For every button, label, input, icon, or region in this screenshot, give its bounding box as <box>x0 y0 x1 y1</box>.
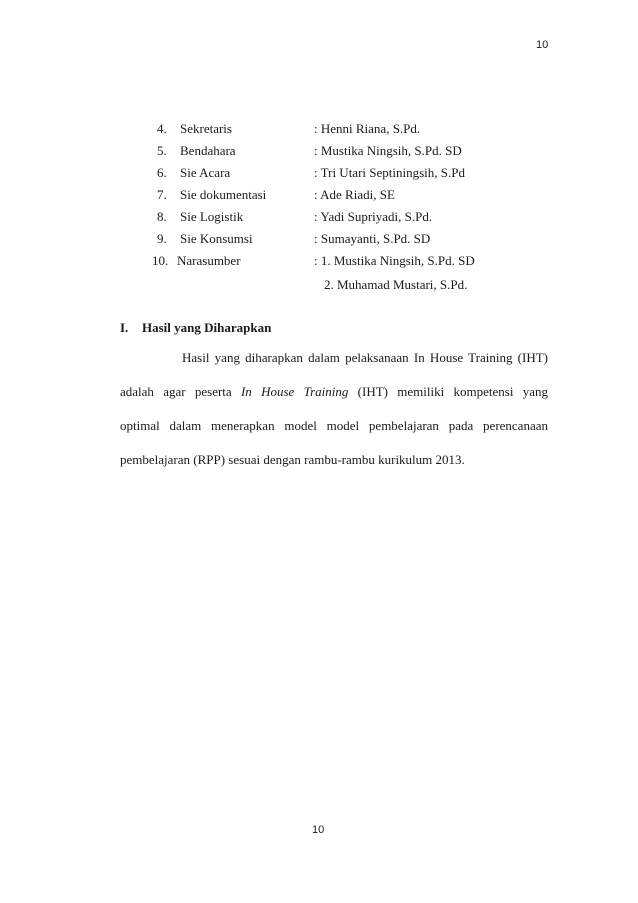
item-value: : Henni Riana, S.Pd. <box>314 121 421 136</box>
section-numeral: I. <box>120 320 129 335</box>
text-run: (IHT) memiliki kompetensi yang <box>348 384 548 399</box>
item-number: 7. <box>157 187 167 202</box>
item-value: : Sumayanti, S.Pd. SD <box>314 231 431 246</box>
item-role: Sie dokumentasi <box>180 187 267 202</box>
item-role: Bendahara <box>180 143 236 158</box>
page-number-top: 10 <box>536 39 549 51</box>
item-number: 4. <box>157 121 167 136</box>
paragraph-line <box>120 382 548 402</box>
paragraph-line: pembelajaran (RPP) sesuai dengan rambu-rambu kurikulum 2013. <box>120 452 465 467</box>
text-run: adalah agar peserta <box>120 384 241 399</box>
item-number: 6. <box>157 165 167 180</box>
item-role: Sie Logistik <box>180 209 244 224</box>
item-value: : Tri Utari Septiningsih, S.Pd <box>314 165 465 180</box>
item-role: Narasumber <box>177 253 241 268</box>
list-item <box>0 118 638 140</box>
item-number: 10. <box>152 253 169 268</box>
item-value: : Ade Riadi, SE <box>314 187 395 202</box>
section-heading <box>120 320 271 336</box>
text-run-italic: In House Training <box>240 384 349 399</box>
list-item <box>0 274 638 296</box>
item-value: : 1. Mustika Ningsih, S.Pd. SD <box>314 253 475 268</box>
list-item <box>0 184 638 206</box>
paragraph-line: Hasil yang diharapkan dalam pelaksanaan In House Training (IHT) <box>182 350 548 365</box>
list-item <box>0 140 638 162</box>
item-number: 9. <box>157 231 167 246</box>
item-role: Sie Konsumsi <box>180 231 253 246</box>
list-item <box>0 228 638 250</box>
item-value: 2. Muhamad Mustari, S.Pd. <box>324 277 468 292</box>
paragraph-line: optimal dalam menerapkan model model pembelajaran pada perencanaan <box>120 418 548 433</box>
item-number: 5. <box>157 143 167 158</box>
item-role: Sie Acara <box>180 165 231 180</box>
list-item <box>0 162 638 184</box>
list-item <box>0 206 638 228</box>
item-value: : Yadi Supriyadi, S.Pd. <box>314 209 433 224</box>
item-role: Sekretaris <box>180 121 232 136</box>
item-value: : Mustika Ningsih, S.Pd. SD <box>314 143 462 158</box>
page-number-bottom: 10 <box>312 824 325 836</box>
list-item <box>0 250 638 272</box>
item-number: 8. <box>157 209 167 224</box>
section-title: Hasil yang Diharapkan <box>142 320 272 335</box>
